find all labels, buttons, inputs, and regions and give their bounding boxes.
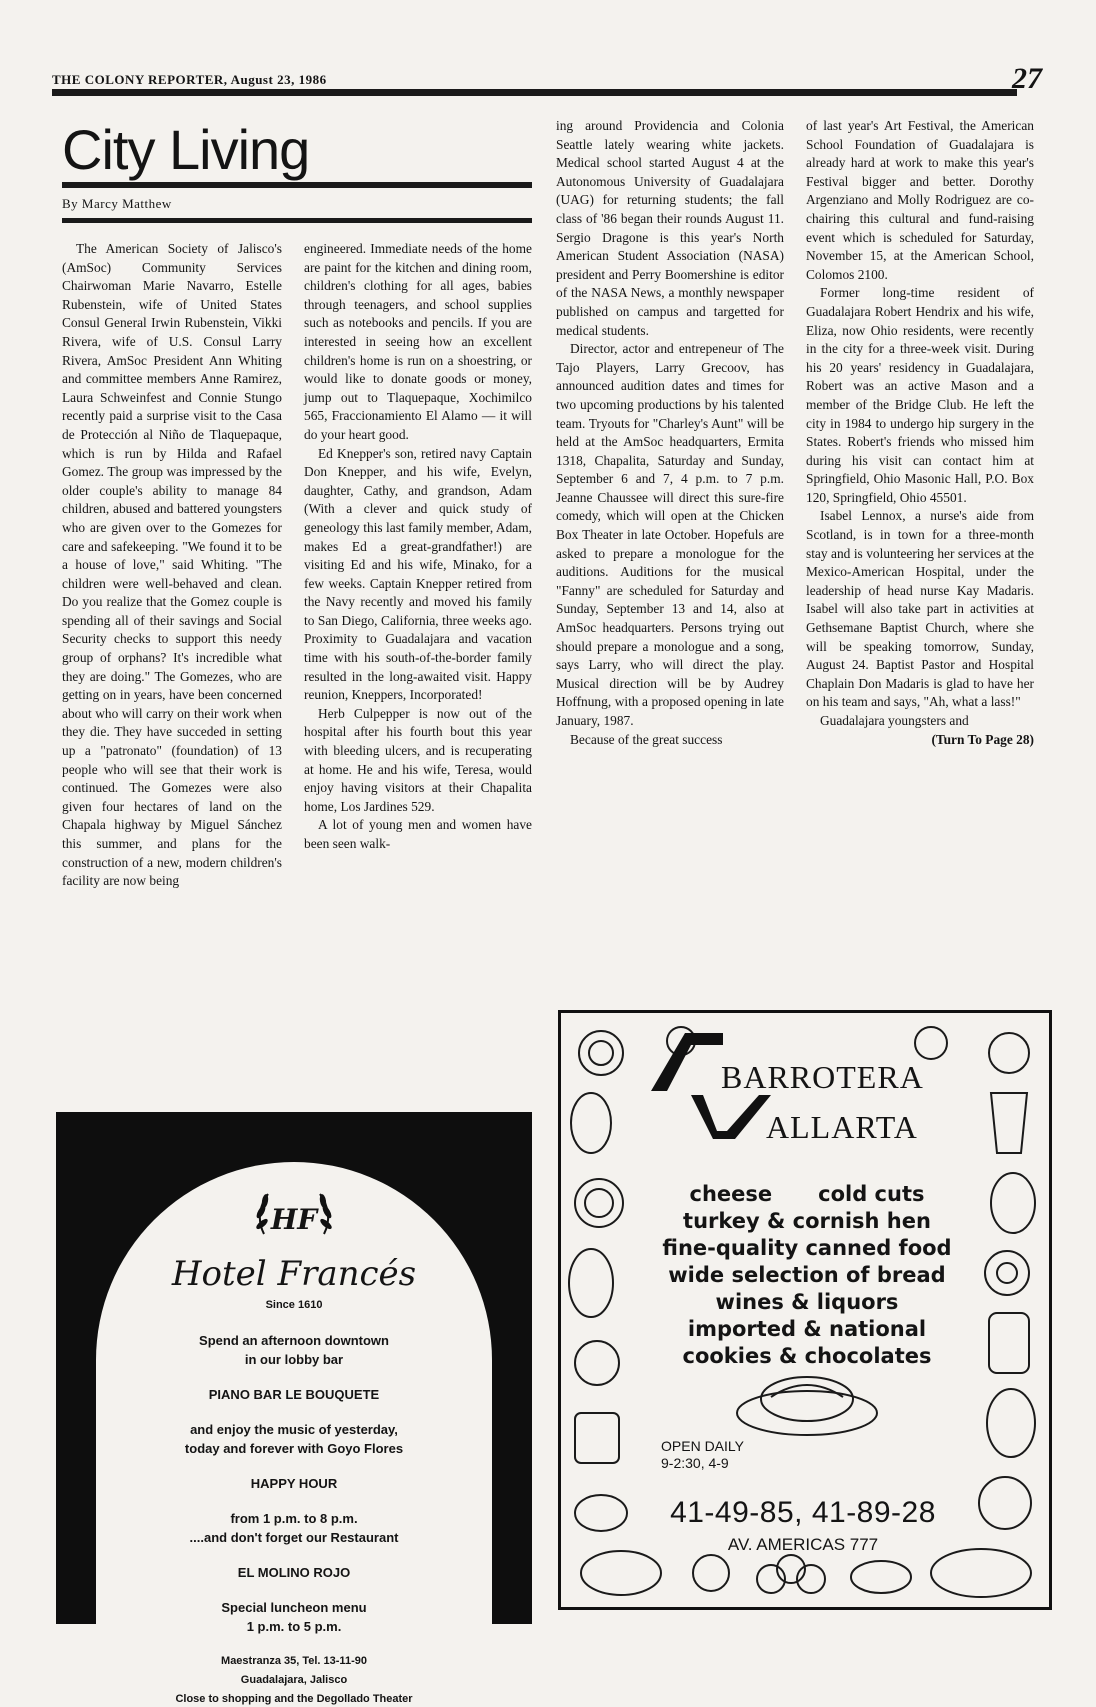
hotel-since: Since 1610 [265,1299,323,1311]
product-item: imported & national [687,1317,927,1341]
hotel-molino-rojo: EL MOLINO ROJO [237,1565,351,1580]
hotel-frances-ad [56,1112,532,1705]
phone-numbers: 41-49-85, 41-89-28 [670,1496,936,1529]
article-title-block [62,120,532,223]
monogram-text: HF [270,1203,318,1236]
byline-rule [62,218,532,223]
hours-value: 9-2:30, 4-9 [661,1455,729,1471]
hotel-text: Spend an afternoon downtown [199,1333,389,1348]
hotel-text: from 1 p.m. to 8 p.m. [230,1511,358,1526]
paragraph: ing around Providencia and Colonia Seattle lately wearing white jackets. Medical school started August 4 at the Autonomous University of Guadalajara (UAG) for returning students; the fall class of '86 began their rounds August 11. Sergio Dragone is this year's North American Student Association (NASA) president and Perry Boomershine is editor of the NASA News, a monthly newspaper published on campus and targetted for medical students. [556,118,784,338]
page-header [52,62,1042,98]
masthead: THE COLONY REPORTER, August 23, 1986 [52,72,327,87]
hotel-monogram-logo [96,1184,492,1244]
article-column-4 [806,117,1034,749]
hotel-piano-bar: PIANO BAR LE BOUQUETE [208,1387,380,1402]
paragraph: Ed Knepper's son, retired navy Captain Don Knepper, and his wife, Evelyn, daughter, Cathy, and grandson, Adam (With a clever and quick study of geneology this last family member, Adam, makes Ed a great-grandfather!) are visiting Ed and his wife, Minako, for a few weeks. Captain Knepper retired from the Navy recently and moved his family to San Diego, California, three weeks ago. Proximity to Guadalajara and vacation time with his south-of-the-border family resulted in the long-awaited visit. Happy reunion, Kneppers, Incorporated! [304,445,532,703]
article-column-1 [62,240,282,891]
article-column-2 [304,240,532,854]
hotel-text: in our lobby bar [244,1352,344,1367]
paragraph: A lot of young men and women have been seen walk- [304,817,532,851]
product-item: fine-quality canned food [662,1236,952,1260]
header-rule [52,89,1017,96]
hotel-city: Guadalajara, Jalisco [240,1674,348,1686]
hotel-address: Maestranza 35, Tel. 13-11-90 [221,1655,367,1667]
paragraph: Because of the great success [570,731,723,747]
byline: By Marcy Matthew [62,196,172,211]
paragraph: Herb Culpepper is now out of the hospital after his fourth bout this year with bleeding ulcers, and is recuperating at home. He and his wife, Teresa, would enjoy having visitors at their Chapalita home, Los Jardines 529. [304,705,532,814]
paragraph: Guadalajara youngsters and [820,713,969,728]
paragraph: Director, actor and entrepeneur of The Tajo Players, Larry Grecoov, has announced audition dates and times for two upcoming productions by his talented team. Tryouts for "Charley's Aunt" will be held at the AmSoc headquarters, Ermita 1318, Chapalita, Saturday and Sunday, September 6 and 7, 4 p.m. to 7 p.m. Jeanne Chaussee will direct this sure-fire comedy, which will open at the Chicken Box Theater in late October. Hopefuls are asked to prepare a monologue for the auditions. Auditions for the musical "Fanny" are scheduled for Saturday and Sunday, September 13 and 14, also at AmSoc headquarters. Persons trying out should prepare a monologue and a song, says Larry, who will direct the play. Musical direction will be by Audrey Hoffnung, with a proposed opening in late January, 1987. [556,341,784,728]
opening-hours [661,1438,744,1472]
hotel-text: today and forever with Goyo Flores [184,1441,404,1456]
title-rule [62,182,532,188]
product-item: cold cuts [818,1182,925,1206]
hotel-text: and enjoy the music of yesterday, [190,1422,398,1437]
product-list [647,1181,967,1370]
paragraph: of last year's Art Festival, the American School Foundation of Guadalajara is already hard at work to make this year's Festival bigger and better. Dorothy Argenziano and Molly Rodriguez are co-chairing this cultural and fund-raising event which is scheduled for Saturday, November 15, at the American School, Colomos 2100. [806,118,1034,282]
brand-line-1: BARROTERA [721,1059,924,1095]
hotel-name: Hotel Francés [171,1254,417,1294]
page-number: 27 [1012,62,1042,95]
hotel-happy-hour: HAPPY HOUR [250,1476,338,1491]
store-address: AV. AMERICAS 777 [727,1535,879,1554]
product-row [647,1181,967,1208]
hotel-text: ....and don't forget our Restaurant [189,1530,399,1545]
paragraph: The American Society of Jalisco's (AmSoc) Community Services Chairwoman Marie Navarro, Estelle Rubenstein, wife of United States Consul General Irwin Rubenstein, Vikki Rivera, wife of U.S. Consul Larry Rivera, AmSoc President Ann Whiting and committee members Anne Ramirez, Laura Schweinfest and Connie Stungo recently paid a surprise visit to the Casa de Protección al Niño de Tlaquepaque, which is run by Hilda and Rafael Gomez. The group was impressed by the older couple's ability to manage 84 children, abused and battered youngsters who are given over to the Gomezes for care and safekeeping. "We found it to be a house of love," said Whiting. "The children were well-behaved and clean. Do you realize that the Gomez couple is spending all of their savings and Social Security checks to support this needy group of orphans? It's incredible what they are doing." The Gomezes, who are getting on in years, have been concerned about who will carry on their work when they die. They have succeded in setting up a "patronato" (foundation) of 13 people who will see that their work is continued. The Gomezes were also given four hectares of land on the Chapala highway by Miguel Sánchez this summer, and plans for the construction of a new, modern children's facility are now being [62,241,282,889]
paragraph: engineered. Immediate needs of the home are paint for the kitchen and dining room, children's clothing for all ages, babies through teenagers, and school supplies such as notebooks and pencils. If you are interested in seeing how an excellent children's home is run on a shoestring, or would like to donate goods or money, jump out to Tlaquepaque, Xochimilco 565, Fraccionamiento El Alamo — it will do your heart good. [304,241,532,442]
article-column-3 [556,117,784,749]
hotel-text: 1 p.m. to 5 p.m. [246,1619,342,1634]
hours-label: OPEN DAILY [661,1438,744,1454]
turkey-platter-icon [737,1377,877,1435]
product-item: cookies & chocolates [682,1344,932,1368]
product-item: wines & liquors [715,1290,899,1314]
continuation-note: (Turn To Page 28) [931,731,1034,747]
hotel-text: Special luncheon menu [221,1600,367,1615]
product-item: turkey & cornish hen [683,1209,931,1233]
abarrotera-vallarta-ad [558,1010,1052,1610]
brand-line-2: ALLARTA [766,1109,918,1145]
product-item: cheese [689,1182,773,1206]
hotel-location-note: Close to shopping and the Degollado Theater [175,1693,413,1705]
abarrotera-logo [651,1031,1011,1145]
product-item: wide selection of bread [668,1263,946,1287]
hotel-ad-arch [96,1162,492,1705]
article-title: City Living [62,118,310,181]
paragraph: Isabel Lennox, a nurse's aide from Scotland, is in town for a three-month stay and is volunteering her services at the Mexico-American Hospital, under the leadership of head nurse Kay Madaris. Isabel will also take part in activities at Gethsemane Baptist Church, where she will be speaking tomorrow, Sunday, August 24. Baptist Pastor and Hospital Chaplain Don Madaris is glad to have her on his team and says, "Ah, what a lass!" [806,508,1034,710]
paragraph: Former long-time resident of Guadalajara Robert Hendrix and his wife, Eliza, now Ohio residents, were recently in the city for a three-week visit. During his 20 years' residency in Guadalajara, Robert was an active Mason and a member of the Bridge Club. He left the city in 1984 to undergo hip surgery in the States. Robert's friends who missed him during his visit can contact him at Springfield, Ohio Masonic Hall, P.O. Box 120, Springfield, Ohio 45501. [806,285,1034,505]
